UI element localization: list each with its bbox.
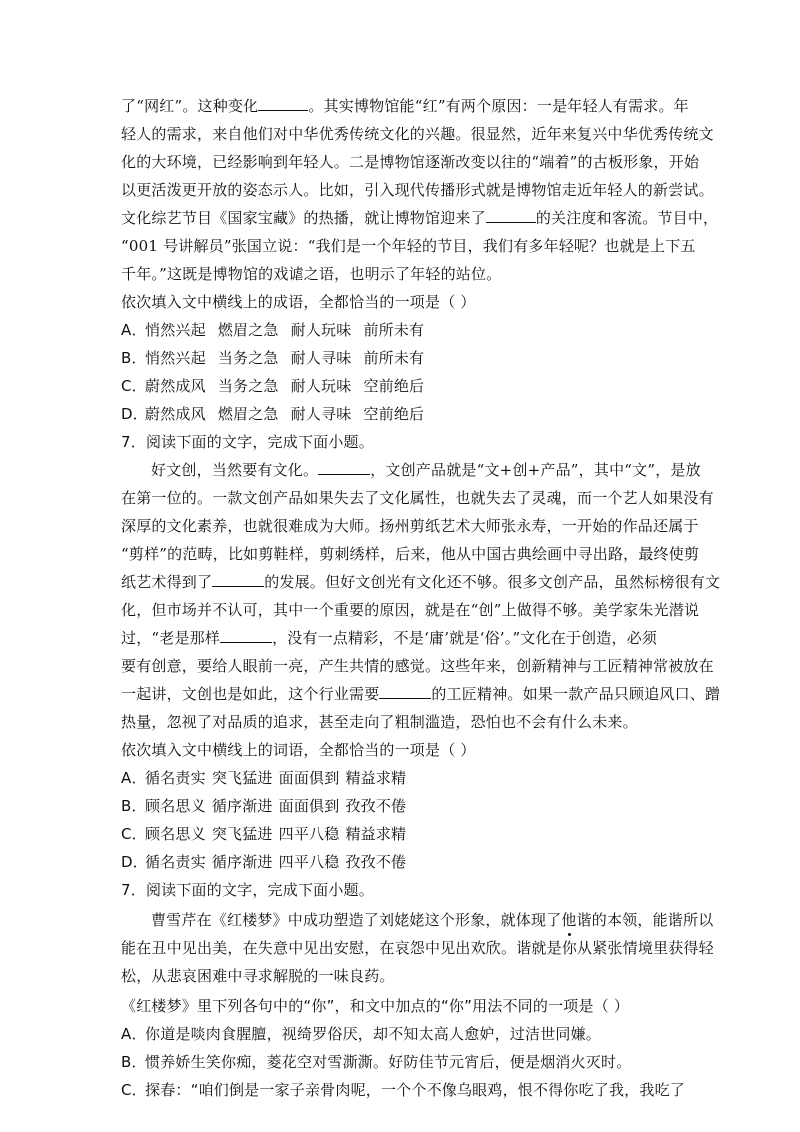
passage-line: 以更活泼更开放的姿态示人。比如，引入现代传播形式就是博物馆走近年轻人的新尝试。: [121, 181, 714, 199]
option-word: 悄然兴起: [145, 349, 206, 367]
option-word: 孜孜不倦: [345, 797, 407, 815]
option-word: 孜孜不倦: [345, 853, 407, 871]
passage-line: [151, 460, 701, 480]
option-word: 燃眉之急: [217, 321, 279, 339]
emphasized-char: 你: [561, 939, 578, 957]
option-word: 精益求精: [345, 825, 407, 843]
passage-line: 化的大环境，已经影响到年轻人。二是博物馆逐渐改变以往的“端着”的古板形象，开始: [121, 153, 700, 171]
passage-line: [121, 96, 691, 116]
option-word: 燃眉之急: [217, 405, 279, 423]
option-word: 前所未有: [363, 321, 425, 339]
option-label: B．: [121, 797, 147, 815]
passage-line: 千年。”这既是博物馆的戏谑之语，也明示了年轻的站位。: [121, 265, 502, 283]
option-word: 循名责实: [145, 769, 206, 787]
passage-line: [121, 684, 721, 704]
option-word: 当务之急: [217, 377, 279, 395]
option-a: [121, 768, 691, 788]
option-label: B．: [121, 1053, 147, 1071]
option-word: 耐人玩味: [290, 377, 352, 395]
option-word: 突飞猛进: [211, 769, 273, 787]
option-word: 悄然兴起: [145, 321, 206, 339]
option-word: 空前绝后: [363, 405, 425, 423]
option-word: 耐人寻味: [290, 349, 352, 367]
option-d: [121, 404, 691, 424]
fill-blank: [379, 686, 431, 699]
option-word: 四平八稳: [278, 853, 340, 871]
emphasis-dot-char: [562, 939, 577, 957]
option-label: D．: [121, 853, 148, 871]
option-word: 蔚然成风: [145, 405, 206, 423]
passage-line: 热量，忽视了对品质的追求，甚至走向了粗制滥造，恐怕也不会有什么未来。: [121, 713, 638, 731]
option-c: [121, 1080, 691, 1100]
passage-text: 一起讲，文创也是如此，这个行业需要: [121, 685, 380, 703]
option-label: C．: [121, 377, 147, 395]
passage-line: 曹雪芹在《红楼梦》中成功塑造了刘姥姥这个形象，就体现了他谐的本领，能谐所以: [151, 911, 714, 929]
option-a: [121, 320, 691, 340]
question-prompt: 依次填入文中横线上的词语，全都恰当的一项是（ ）: [121, 741, 476, 759]
passage-line: 化，但市场并不认可，其中一个重要的原因，就是在“创”上做得不够。美学家朱光潜说: [121, 601, 700, 619]
passage-line: [121, 938, 714, 958]
option-text: 你道是啖肉食腥膻，视绮罗俗厌，却不知太高人愈妒，过洁世同嫌。: [145, 1025, 602, 1043]
passage-text: ，文创产品就是“文+创+产品”，其中“文”，是放: [370, 461, 701, 479]
option-word: 循序渐进: [211, 797, 273, 815]
option-label: C．: [121, 825, 147, 843]
passage-line: 深厚的文化素养，也就很难成为大师。扬州剪纸艺术大师张永寿，一开始的作品还属于: [121, 517, 699, 535]
option-word: 循名责实: [145, 853, 206, 871]
option-text: 惯养娇生笑你痴，菱花空对雪澌澌。好防佳节元宵后，便是烟消火灭时。: [145, 1053, 632, 1071]
passage-text: 从紧张情境里获得轻: [577, 939, 714, 957]
option-word: 蔚然成风: [145, 377, 206, 395]
option-word: 当务之急: [217, 349, 279, 367]
fill-blank: [258, 98, 308, 111]
passage-line: [121, 208, 719, 228]
passage-line: 轻人的需求，来自他们对中华优秀传统文化的兴趣。很显然，近年来复兴中华优秀传统文: [121, 125, 714, 143]
option-word: 顾名思义: [145, 797, 206, 815]
fill-blank: [486, 210, 536, 223]
option-label: D．: [121, 405, 148, 423]
option-word: 突飞猛进: [211, 825, 273, 843]
option-d: [121, 852, 691, 872]
question-prompt: 《红楼梦》里下列各句中的“你”，和文中加点的“你”用法不同的一项是（ ）: [121, 997, 630, 1015]
option-word: 耐人玩味: [290, 321, 352, 339]
passage-line: 松，从悲哀困难中寻求解脱的一味良药。: [121, 967, 395, 985]
passage-text: 的工匠精神。如果一款产品只顾追风口、蹭: [431, 685, 721, 703]
fill-blank: [220, 630, 272, 643]
option-b: [121, 348, 691, 368]
option-label: A．: [121, 769, 147, 787]
passage-text: 能在丑中见出美，在失意中见出安慰，在哀怨中见出欢欣。谐就是: [121, 939, 562, 957]
option-b: [121, 1052, 691, 1072]
option-word: 前所未有: [363, 349, 425, 367]
option-c: [121, 376, 691, 396]
option-text: 探春：“咱们倒是一家子亲骨肉呢，一个个不像乌眼鸡，恨不得你吃了我，我吃了: [145, 1081, 685, 1099]
passage-line: [121, 628, 691, 648]
passage-text: 好文创，当然要有文化。: [151, 461, 319, 479]
fill-blank: [318, 462, 370, 475]
option-a: [121, 1024, 691, 1044]
passage-text: 纸艺术得到了: [121, 573, 213, 591]
passage-text: 文化综艺节目《国家宝藏》的热播，就让博物馆迎来了: [121, 209, 486, 227]
option-word: 循序渐进: [211, 853, 273, 871]
passage-line: 要有创意，要给人眼前一亮，产生共情的感觉。这些年来，创新精神与工匠精神常被放在: [121, 657, 714, 675]
passage-text: 了“网红”。这种变化: [121, 97, 259, 115]
option-b: [121, 796, 691, 816]
option-word: 精益求精: [345, 769, 407, 787]
option-label: C．: [121, 1081, 147, 1099]
passage-text: ，没有一点精彩，不是‘庸’就是‘俗’。”文化在于创造，必须: [272, 629, 658, 647]
section-heading: 7．阅读下面的文字，完成下面小题。: [121, 881, 374, 899]
fill-blank: [212, 574, 264, 587]
passage-text: 的发展。但好文创光有文化还不够。很多文创产品，虽然标榜很有文: [264, 573, 721, 591]
passage-text: 过，“老是那样: [121, 629, 221, 647]
passage-text: 。其实博物馆能“红”有两个原因：一是年轻人有需求。年: [308, 97, 689, 115]
option-c: [121, 824, 691, 844]
passage-line: [121, 572, 721, 592]
option-word: 空前绝后: [363, 377, 425, 395]
passage-text: 的关注度和客流。节目中，: [535, 209, 719, 227]
option-word: 面面俱到: [278, 797, 340, 815]
option-label: B．: [121, 349, 147, 367]
section-heading: 7．阅读下面的文字，完成下面小题。: [121, 433, 374, 451]
option-label: A．: [121, 321, 147, 339]
passage-line: 在第一位的。一款文创产品如果失去了文化属性，也就失去了灵魂，而一个艺人如果没有: [121, 489, 714, 507]
passage-line: “001 号讲解员”张国立说：“我们是一个年轻的节目，我们有多年轻呢？也就是上下五: [121, 237, 696, 255]
passage-line: “剪样”的范畴，比如剪鞋样，剪刺绣样，后来，他从中国古典绘画中寻出路，最终使剪: [121, 545, 700, 563]
option-word: 顾名思义: [145, 825, 206, 843]
option-label: A．: [121, 1025, 147, 1043]
option-word: 四平八稳: [278, 825, 340, 843]
option-word: 耐人寻味: [290, 405, 352, 423]
question-prompt: 依次填入文中横线上的成语，全都恰当的一项是（ ）: [121, 293, 476, 311]
emphasis-dot: [568, 933, 571, 936]
option-word: 面面俱到: [278, 769, 340, 787]
